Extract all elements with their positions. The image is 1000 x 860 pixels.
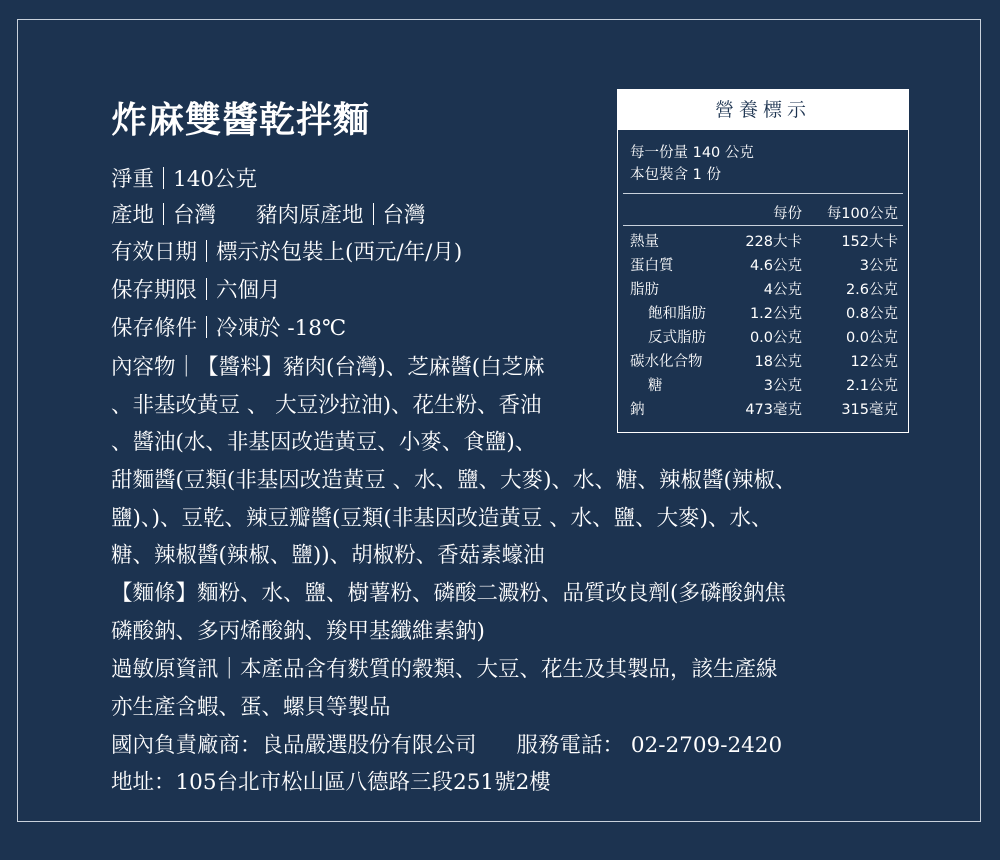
per-serving-value: 0.0公克 [749,330,802,346]
per-serving-value: 228大卡 [745,234,802,250]
allergen-line-1: 過敏原資訊｜本產品含有麩質的穀類、大豆、花生及其製品，該生產線 [111,657,778,682]
col-per-100g: 每100公克 [826,206,898,222]
nutrition-row [618,398,908,422]
col-per-serving: 每份 [773,206,802,222]
expiry-value: 標示於包裝上(西元/年/月) [216,240,463,265]
nutrition-row [618,326,908,350]
nutrient-name: 碳水化合物 [630,354,703,370]
nutrition-row [618,374,908,398]
nutrient-name: 糖 [648,378,663,394]
nutrient-name: 蛋白質 [630,258,674,274]
nutrient-name: 熱量 [630,234,659,250]
contents-line-4: 甜麵醬(豆類(非基因改造黃豆 、水、鹽、大麥)、水、糖、辣椒醬(辣椒、 [111,468,797,493]
expiry-line [111,238,462,268]
nutrition-row [618,278,908,302]
nutrition-row [618,350,908,374]
divider [623,225,903,226]
per-100g-value: 0.8公克 [845,306,898,322]
shelf-life-line [111,276,281,306]
per-100g-value: 12公克 [850,354,898,370]
contents-line-5: 鹽)、)、豆乾、辣豆瓣醬(豆類(非基因改造黃豆 、水、鹽、大麥)、水、 [111,506,773,531]
per-100g-value: 2.6公克 [845,282,898,298]
company-line [111,731,782,761]
nutrition-heading: 營養標示 [618,90,908,130]
per-serving-value: 473毫克 [745,402,802,418]
pork-origin-value: 台灣 [382,203,426,228]
nutrition-panel [617,89,909,433]
nutrition-row [618,302,908,326]
per-100g-value: 152大卡 [841,234,898,250]
per-100g-value: 315毫克 [841,402,898,418]
per-serving-value: 18公克 [754,354,802,370]
shelf-value: 六個月 [216,278,281,303]
contents-line-7: 【麵條】麵粉、水、鹽、樹薯粉、磷酸二澱粉、品質改良劑(多磷酸鈉焦 [111,581,786,606]
address-line: 地址：105台北市松山區八德路三段251號2樓 [111,770,551,795]
nutrient-name: 反式脂肪 [648,330,706,346]
contents-line-3: 、醬油(水、非基因改造黃豆、小麥、食鹽)、 [111,430,537,455]
weight-value: 140公克 [173,167,258,192]
storage-line [111,314,346,344]
contents-line-8: 磷酸鈉、多丙烯酸鈉、羧甲基纖維素鈉) [111,619,485,644]
weight-label: 淨重 [111,167,155,192]
contents-line-2: 、非基改黃豆 、 大豆沙拉油)、花生粉、香油 [111,393,542,418]
per-100g-value: 0.0公克 [845,330,898,346]
serving-size: 每一份量 140 公克 [630,145,754,161]
divider [623,193,903,194]
storage-label: 保存條件 [111,316,198,341]
importer: 國內負責廠商：良品嚴選股份有限公司 [111,733,477,758]
nutrient-name: 飽和脂肪 [648,306,706,322]
contents-line-6: 糖、辣椒醬(辣椒、鹽))、胡椒粉、香菇素蠔油 [111,543,545,568]
service-phone: 服務電話： 02-2709-2420 [516,733,783,758]
nutrient-name: 脂肪 [630,282,659,298]
expiry-label: 有效日期 [111,240,198,265]
pork-origin-label: 豬肉原產地 [256,203,364,228]
storage-value: 冷凍於 -18℃ [216,316,347,341]
per-serving-value: 3公克 [763,378,802,394]
product-title: 炸麻雙醬乾拌麵 [111,99,371,141]
per-serving-value: 4公克 [763,282,802,298]
origin-line [111,201,426,231]
allergen-line-2: 亦生產含蝦、蛋、螺貝等製品 [111,695,391,720]
per-100g-value: 2.1公克 [845,378,898,394]
nutrient-name: 鈉 [630,402,645,418]
nutrition-row [618,254,908,278]
contents-line-1: 內容物｜【醬料】豬肉(台灣)、芝麻醬(白芝麻 [111,355,545,380]
per-100g-value: 3公克 [859,258,898,274]
per-serving-value: 1.2公克 [749,306,802,322]
servings-per-pack: 本包裝含 1 份 [630,167,721,183]
shelf-label: 保存期限 [111,278,198,303]
origin-value: 台灣 [173,203,217,228]
nutrition-row [618,230,908,254]
net-weight-line [111,165,257,195]
origin-label: 產地 [111,203,155,228]
per-serving-value: 4.6公克 [749,258,802,274]
